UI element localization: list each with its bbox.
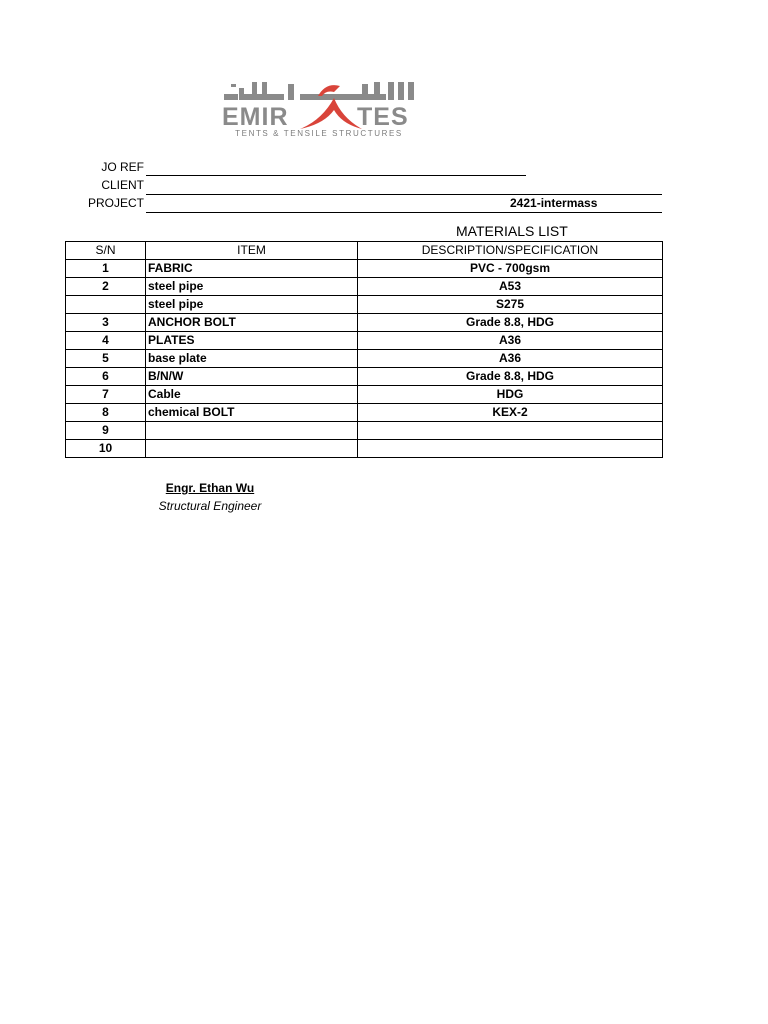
table-row xyxy=(66,296,663,314)
table-row xyxy=(66,278,663,296)
cell-description: A36 xyxy=(358,350,663,368)
cell-item: PLATES xyxy=(146,332,358,350)
company-logo xyxy=(222,80,416,140)
cell-description: A53 xyxy=(358,278,663,296)
cell-sn: 6 xyxy=(66,368,146,386)
cell-sn: 5 xyxy=(66,350,146,368)
cell-item: steel pipe xyxy=(146,296,358,314)
cell-item: base plate xyxy=(146,350,358,368)
table-row xyxy=(66,368,663,386)
materials-table-body xyxy=(66,260,663,458)
cell-item: FABRIC xyxy=(146,260,358,278)
column-header-item: ITEM xyxy=(146,242,358,260)
logo-wordmark-right: TES xyxy=(357,103,409,131)
cell-sn: 4 xyxy=(66,332,146,350)
cell-description: S275 xyxy=(358,296,663,314)
cell-sn: 10 xyxy=(66,440,146,458)
cell-description xyxy=(358,422,663,440)
jo-ref-line xyxy=(146,175,526,176)
cell-description xyxy=(358,440,663,458)
table-row xyxy=(66,404,663,422)
cell-description: KEX-2 xyxy=(358,404,663,422)
cell-item: chemical BOLT xyxy=(146,404,358,422)
logo-tagline: TENTS & TENSILE STRUCTURES xyxy=(235,129,403,138)
cell-sn: 9 xyxy=(66,422,146,440)
cell-description: Grade 8.8, HDG xyxy=(358,314,663,332)
column-header-sn: S/N xyxy=(66,242,146,260)
client-label: CLIENT xyxy=(101,178,144,192)
table-row xyxy=(66,314,663,332)
table-row xyxy=(66,260,663,278)
tent-icon xyxy=(298,96,364,130)
cell-sn xyxy=(66,296,146,314)
cell-sn: 8 xyxy=(66,404,146,422)
project-label: PROJECT xyxy=(87,196,144,210)
table-header-row xyxy=(66,242,663,260)
table-row xyxy=(66,440,663,458)
cell-description: Grade 8.8, HDG xyxy=(358,368,663,386)
cell-sn: 3 xyxy=(66,314,146,332)
materials-table xyxy=(65,241,663,458)
project-value: 2421-intermass xyxy=(510,196,598,210)
engineer-title: Structural Engineer xyxy=(158,499,262,513)
logo-wordmark-left: EMIR xyxy=(222,103,289,131)
table-row xyxy=(66,332,663,350)
cell-description: PVC - 700gsm xyxy=(358,260,663,278)
table-row xyxy=(66,386,663,404)
jo-ref-label: JO REF xyxy=(101,160,144,174)
cell-item xyxy=(146,440,358,458)
cell-item: Cable xyxy=(146,386,358,404)
cell-sn: 1 xyxy=(66,260,146,278)
cell-item: steel pipe xyxy=(146,278,358,296)
table-row xyxy=(66,350,663,368)
cell-description: A36 xyxy=(358,332,663,350)
materials-list-title: MATERIALS LIST xyxy=(456,223,568,239)
table-row xyxy=(66,422,663,440)
cell-item: ANCHOR BOLT xyxy=(146,314,358,332)
cell-sn: 2 xyxy=(66,278,146,296)
cell-description: HDG xyxy=(358,386,663,404)
column-header-description: DESCRIPTION/SPECIFICATION xyxy=(358,242,663,260)
cell-item: B/N/W xyxy=(146,368,358,386)
cell-item xyxy=(146,422,358,440)
project-line xyxy=(146,212,662,213)
cell-sn: 7 xyxy=(66,386,146,404)
engineer-name: Engr. Ethan Wu xyxy=(165,481,255,495)
